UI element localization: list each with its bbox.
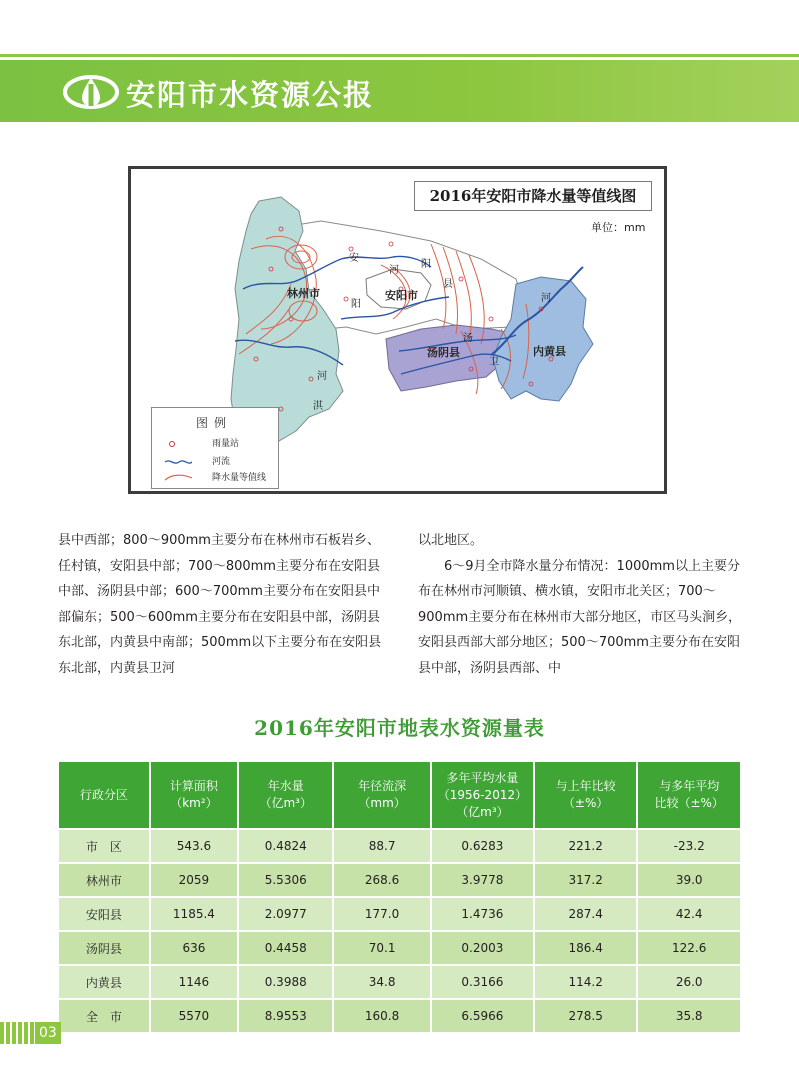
page-number: 03: [35, 1022, 61, 1044]
legend-item-isoline: 降水量等值线: [164, 472, 276, 484]
table-cell: 5570: [150, 999, 239, 1033]
map-legend: [151, 407, 279, 489]
map-title: 2016年安阳市降水量等值线图: [414, 181, 652, 211]
table-cell: 0.4824: [238, 829, 333, 863]
label-neihuang: 内黄县: [533, 345, 566, 358]
label-he-3: 河: [541, 293, 551, 304]
header-annual-volume: 年水量 （亿m³）: [238, 761, 333, 829]
table-cell: 221.2: [534, 829, 638, 863]
rainfall-isoline-map: [128, 166, 667, 494]
surface-water-table: [57, 760, 742, 1034]
red-circle-icon: [164, 438, 192, 450]
table-cell: 0.4458: [238, 931, 333, 965]
table-row: [58, 999, 741, 1033]
table-cell: 0.3988: [238, 965, 333, 999]
table-row: [58, 965, 741, 999]
label-tangyin: 汤阴县: [427, 346, 460, 359]
table-cell: 林州市: [58, 863, 150, 897]
label-wei: 卫: [489, 357, 499, 368]
table-cell: 3.9778: [431, 863, 534, 897]
table-cell: 汤阴县: [58, 931, 150, 965]
table-cell: 287.4: [534, 897, 638, 931]
table-cell: 177.0: [333, 897, 431, 931]
header-vs-multi-year: 与多年平均 比较（±%）: [637, 761, 741, 829]
table-header-row: [58, 761, 741, 829]
table-cell: 160.8: [333, 999, 431, 1033]
table-row: [58, 897, 741, 931]
table-row: [58, 863, 741, 897]
table-cell: 122.6: [637, 931, 741, 965]
legend-item-river: 河流: [164, 456, 276, 468]
legend-item-rain-gauge: 雨量站: [164, 438, 276, 450]
header-runoff-depth: 年径流深 （mm）: [333, 761, 431, 829]
label-linzhou: 林州市: [287, 287, 320, 300]
label-he-2: 河: [317, 371, 327, 382]
table-cell: 0.6283: [431, 829, 534, 863]
label-qi: 淇: [313, 401, 323, 412]
header-multi-year-avg: 多年平均水量 （1956-2012） （亿m³）: [431, 761, 534, 829]
label-tang: 汤: [463, 333, 473, 344]
header-area: 计算面积 （km²）: [150, 761, 239, 829]
table-cell: 186.4: [534, 931, 638, 965]
table-row: [58, 931, 741, 965]
blue-wave-line-icon: [164, 456, 192, 468]
left-text-column: [58, 528, 388, 681]
table-cell: 34.8: [333, 965, 431, 999]
label-yang: 阳: [351, 299, 361, 310]
right-text-column: [418, 528, 748, 681]
table-cell: 317.2: [534, 863, 638, 897]
left-paragraph: 县中西部；800～900mm主要分布在林州市石板岩乡、任村镇，安阳县中部；700～800mm主要分布在安阳县中部、汤阴县中部；600～700mm主要分布在安阳县中部偏东；500～600mm主要分布在安阳县中部，汤阴县东北部，内黄县中南部；500mm以下主要分布在安阳县东北部，内黄县卫河: [58, 533, 382, 676]
table-cell: 2059: [150, 863, 239, 897]
table-title: 2016年安阳市地表水资源量表: [254, 716, 545, 740]
map-unit: 单位：mm: [591, 221, 646, 234]
header-region: 行政分区: [58, 761, 150, 829]
right-line-1: 以北地区。: [418, 533, 484, 548]
table-cell: 70.1: [333, 931, 431, 965]
table-cell: 636: [150, 931, 239, 965]
label-yang-2: 阳: [421, 259, 431, 270]
water-drop-logo-icon: [62, 74, 120, 110]
table-cell: -23.2: [637, 829, 741, 863]
table-cell: 市 区: [58, 829, 150, 863]
table-cell: 88.7: [333, 829, 431, 863]
table-cell: 0.2003: [431, 931, 534, 965]
table-cell: 内黄县: [58, 965, 150, 999]
table-body: [58, 829, 741, 1033]
table-cell: 1.4736: [431, 897, 534, 931]
table-cell: 8.9553: [238, 999, 333, 1033]
label-an: 安: [349, 253, 359, 264]
table-cell: 6.5966: [431, 999, 534, 1033]
right-paragraph: 6～9月全市降水量分布情况：1000mm以上主要分布在林州市河顺镇、横水镇，安阳市北关区；700～900mm主要分布在林州市大部分地区，市区马头涧乡，安阳县西部大部分地区；500～700mm主要分布在安阳县中部，汤阴县西部、中: [418, 558, 742, 676]
header-vs-last-year: 与上年比较 （±%）: [534, 761, 638, 829]
table-cell: 543.6: [150, 829, 239, 863]
table-cell: 268.6: [333, 863, 431, 897]
label-he-1: 河: [389, 265, 399, 276]
table-cell: 0.3166: [431, 965, 534, 999]
table-cell: 全 市: [58, 999, 150, 1033]
table-cell: 35.8: [637, 999, 741, 1033]
table-cell: 1146: [150, 965, 239, 999]
page-number-bar: [0, 1022, 36, 1044]
table-cell: 278.5: [534, 999, 638, 1033]
table-cell: 39.0: [637, 863, 741, 897]
table-row: [58, 829, 741, 863]
table-cell: 1185.4: [150, 897, 239, 931]
red-curve-line-icon: [164, 472, 192, 484]
table-cell: 2.0977: [238, 897, 333, 931]
page-header-title: 安阳市水资源公报: [126, 78, 375, 112]
label-anyang-city: 安阳市: [385, 289, 418, 302]
table-cell: 42.4: [637, 897, 741, 931]
table-cell: 5.5306: [238, 863, 333, 897]
table-cell: 安阳县: [58, 897, 150, 931]
legend-title: 图例: [196, 416, 233, 430]
table-cell: 26.0: [637, 965, 741, 999]
label-xian: 县: [443, 279, 453, 290]
table-cell: 114.2: [534, 965, 638, 999]
